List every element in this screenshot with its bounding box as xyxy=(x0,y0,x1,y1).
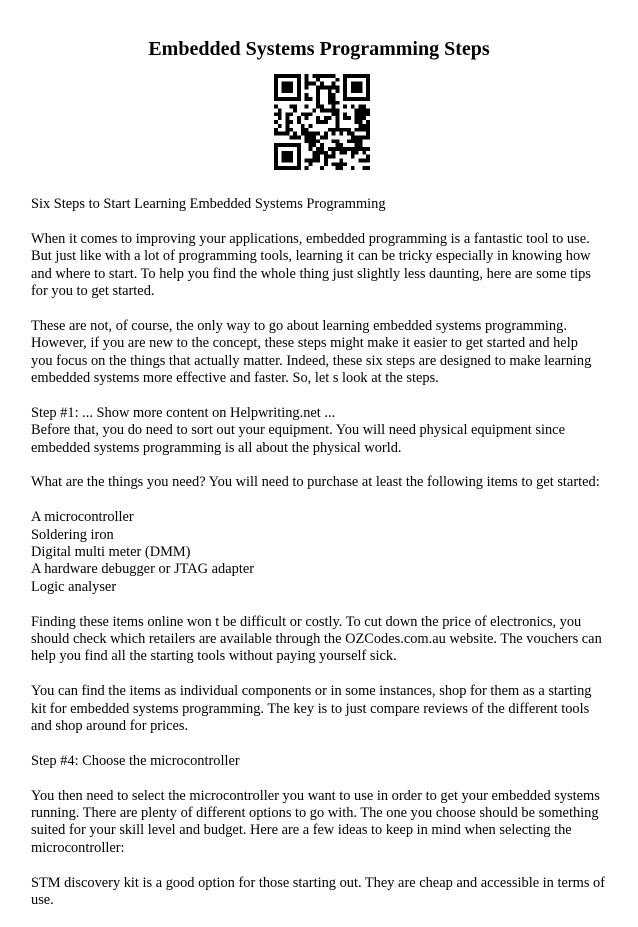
text-line: Before that, you do need to sort out your equipment. You will need physical equipment since xyxy=(31,422,565,439)
text-line: You can find the items as individual components or in some instances, shop for them as a starting xyxy=(31,683,592,700)
text-line: However, if you are new to the concept, these steps might make it easier to get started and help xyxy=(31,335,578,352)
paragraph xyxy=(31,231,613,301)
text-line: suited for your skill level and budget. Here are a few ideas to keep in mind when selecting the xyxy=(31,822,572,839)
text-line: But just like with a lot of programming tools, learning it can be tricky especially in knowing how xyxy=(31,248,591,265)
text-line: running. There are plenty of different options to go with. The one you choose should be something xyxy=(31,805,599,822)
text-line: embedded systems more effective and faster. So, let s look at the steps. xyxy=(31,370,439,387)
text-line: Step #4: Choose the microcontroller xyxy=(31,752,240,769)
text-line: Soldering iron xyxy=(31,526,114,543)
text-line: microcontroller: xyxy=(31,839,125,856)
text-line: embedded systems programming is all about the physical world. xyxy=(31,439,402,456)
paragraph xyxy=(31,318,613,388)
paragraph xyxy=(31,788,613,858)
text-line: and where to start. To help you find the whole thing just slightly less daunting, here are some tips xyxy=(31,265,591,282)
text-line: help you find all the starting tools without paying yourself sick. xyxy=(31,648,397,665)
paragraph xyxy=(31,196,613,213)
text-line: STM discovery kit is a good option for those starting out. They are cheap and accessible in terms of xyxy=(31,874,606,891)
paragraph xyxy=(31,753,613,770)
paragraph xyxy=(31,614,613,666)
text-line: These are not, of course, the only way to go about learning embedded systems programming. xyxy=(31,317,567,334)
text-line: you focus on the things that actually matter. Indeed, these six steps are designed to make learning xyxy=(31,352,592,369)
paragraph xyxy=(31,683,613,735)
document-body xyxy=(31,196,613,927)
text-line: Finding these items online won t be difficult or costly. To cut down the price of electronics, you xyxy=(31,613,582,630)
text-line: When it comes to improving your applications, embedded programming is a fantastic tool to use. xyxy=(31,230,590,247)
text-line: A microcontroller xyxy=(31,509,134,526)
qr-code-icon xyxy=(274,74,370,170)
text-line: and shop around for prices. xyxy=(31,718,189,735)
text-line: should check which retailers are available through the OZCodes.com.au website. The vouchers can xyxy=(31,631,602,648)
text-line: A hardware debugger or JTAG adapter xyxy=(31,561,255,578)
text-line: kit for embedded systems programming. The key is to just compare reviews of the different tools xyxy=(31,700,590,717)
text-line: Logic analyser xyxy=(31,578,117,595)
paragraph xyxy=(31,405,613,457)
text-line: You then need to select the microcontroller you want to use in order to get your embedded systems xyxy=(31,787,600,804)
paragraph xyxy=(31,875,613,910)
text-line: Six Steps to Start Learning Embedded Systems Programming xyxy=(31,196,386,212)
paragraph xyxy=(31,509,613,596)
text-line: Step #1: ... Show more content on Helpwriting.net ... xyxy=(31,404,336,421)
text-line: Digital multi meter (DMM) xyxy=(31,544,191,561)
text-line: What are the things you need? You will need to purchase at least the following items to get started: xyxy=(31,474,600,491)
page-title: Embedded Systems Programming Steps xyxy=(148,38,490,60)
text-line: use. xyxy=(31,892,54,909)
text-line: for you to get started. xyxy=(31,283,155,300)
paragraph xyxy=(31,474,613,491)
